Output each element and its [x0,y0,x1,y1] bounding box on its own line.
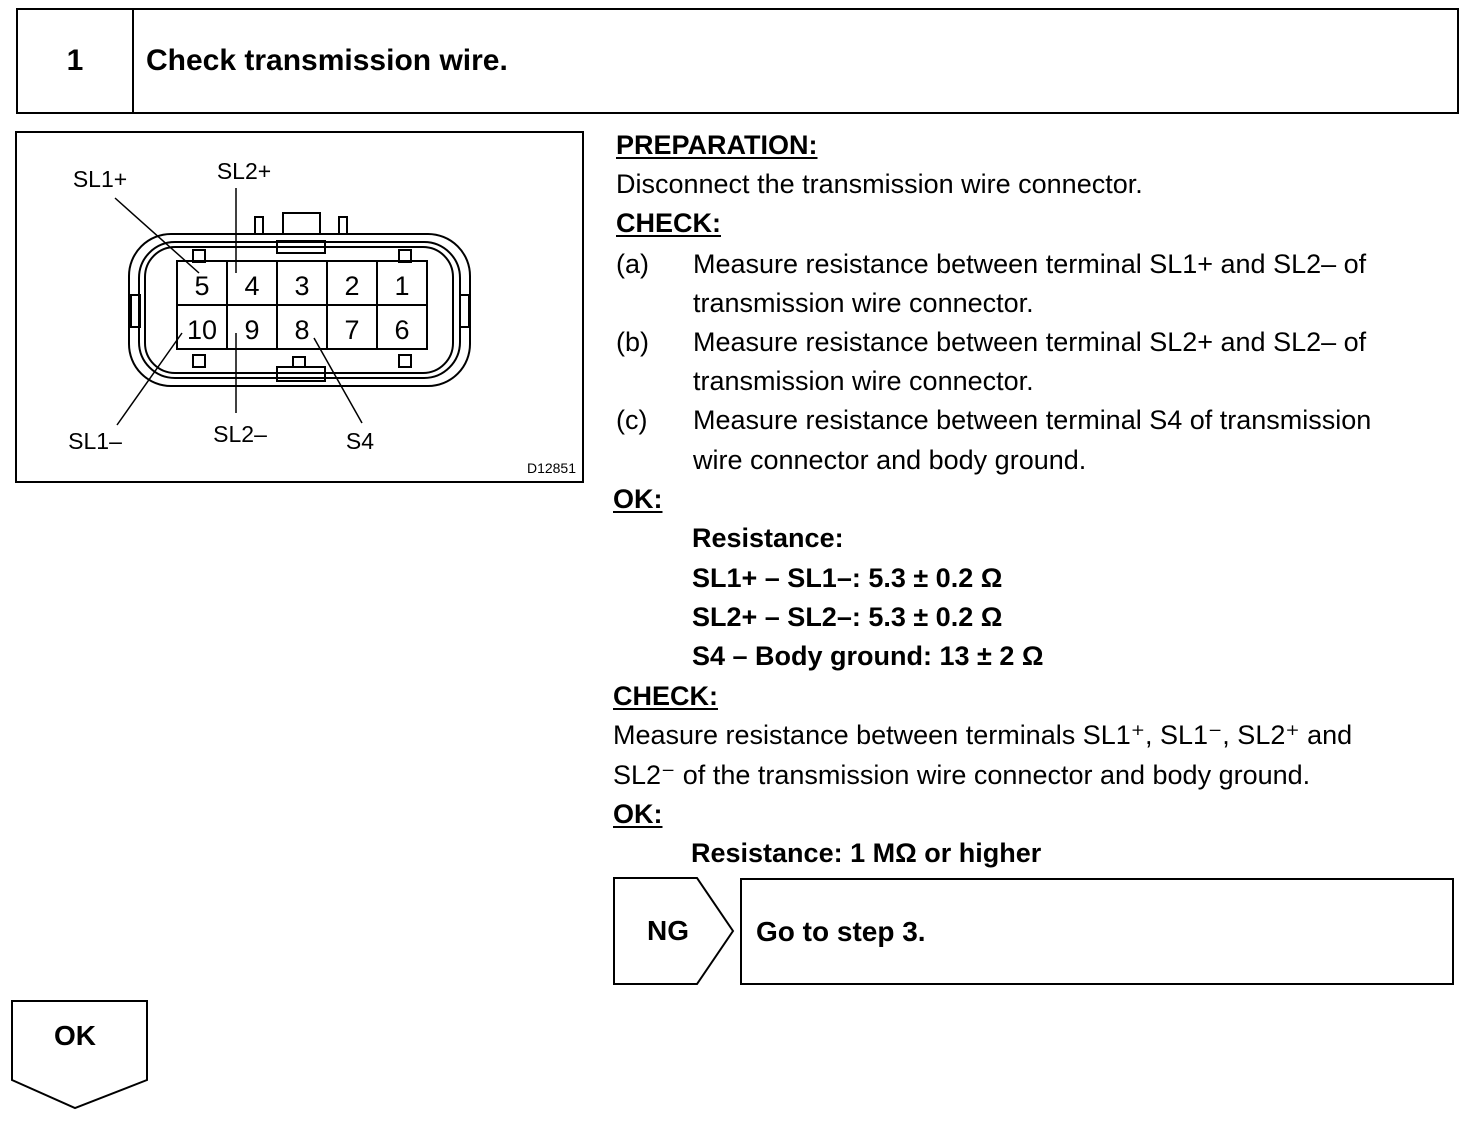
label-sl2-minus: SL2– [213,421,267,447]
check2-line1: Measure resistance between terminals SL1⁺, SL1⁻, SL2⁺ and [613,720,1353,750]
label-sl1-minus: SL1– [68,428,122,454]
step-header [16,8,1459,114]
right-latch [460,295,469,327]
resistance-higher: Resistance: 1 MΩ or higher [691,838,1042,868]
ok-heading-1: OK: [613,484,663,514]
ok-label: OK [54,1020,96,1051]
preparation-heading: PREPARATION: [616,130,818,160]
connector-diagram [15,131,584,483]
check-item-a-line2: transmission wire connector. [693,288,1034,318]
resistance-label: Resistance: [692,523,844,553]
check-item-a-marker: (a) [616,249,649,279]
terminal-3: 3 [294,271,310,301]
connector-illustration [17,133,582,481]
resistance-value-s4: S4 – Body ground: 13 ± 2 Ω [692,641,1044,671]
ng-result-box [740,878,1454,985]
check-item-c-line1: Measure resistance between terminal S4 of transmission [693,405,1372,435]
diagram-code: D12851 [526,460,576,476]
ng-label: NG [647,915,689,946]
resistance-value-sl2: SL2+ – SL2–: 5.3 ± 0.2 Ω [692,602,1003,632]
ng-flow-box [613,877,735,985]
label-s4: S4 [345,428,375,454]
terminal-4: 4 [244,271,260,301]
terminal-10: 10 [186,315,218,345]
ng-result-text: Go to step 3. [756,915,926,947]
step-title: Check transmission wire. [146,44,508,77]
terminal-5: 5 [194,271,210,301]
check-item-c-line2: wire connector and body ground. [693,445,1087,475]
check-item-b-line1: Measure resistance between terminal SL2+ and SL2– of [693,327,1367,357]
terminal-9: 9 [244,315,260,345]
check-item-b-marker: (b) [616,327,649,357]
step-number: 1 [18,10,134,112]
label-sl2-plus: SL2+ [216,158,272,184]
terminal-8: 8 [294,315,310,345]
resistance-value-sl1: SL1+ – SL1–: 5.3 ± 0.2 Ω [692,563,1003,593]
terminal-6: 6 [394,315,410,345]
check-heading-1: CHECK: [616,208,721,238]
ok-heading-2: OK: [613,799,663,829]
check2-line2: SL2⁻ of the transmission wire connector and body ground. [613,760,1311,790]
label-sl1-plus: SL1+ [72,166,128,192]
check-heading-2: CHECK: [613,681,718,711]
check-item-a-line1: Measure resistance between terminal SL1+ and SL2– of [693,249,1367,279]
preparation-text: Disconnect the transmission wire connector. [616,169,1143,199]
check-item-c-marker: (c) [616,405,648,435]
ok-arrow-shape [11,1000,149,1110]
check-item-b-line2: transmission wire connector. [693,366,1034,396]
terminal-7: 7 [344,315,360,345]
terminal-1: 1 [394,271,410,301]
terminal-2: 2 [344,271,360,301]
ok-flow-box [11,1000,149,1110]
